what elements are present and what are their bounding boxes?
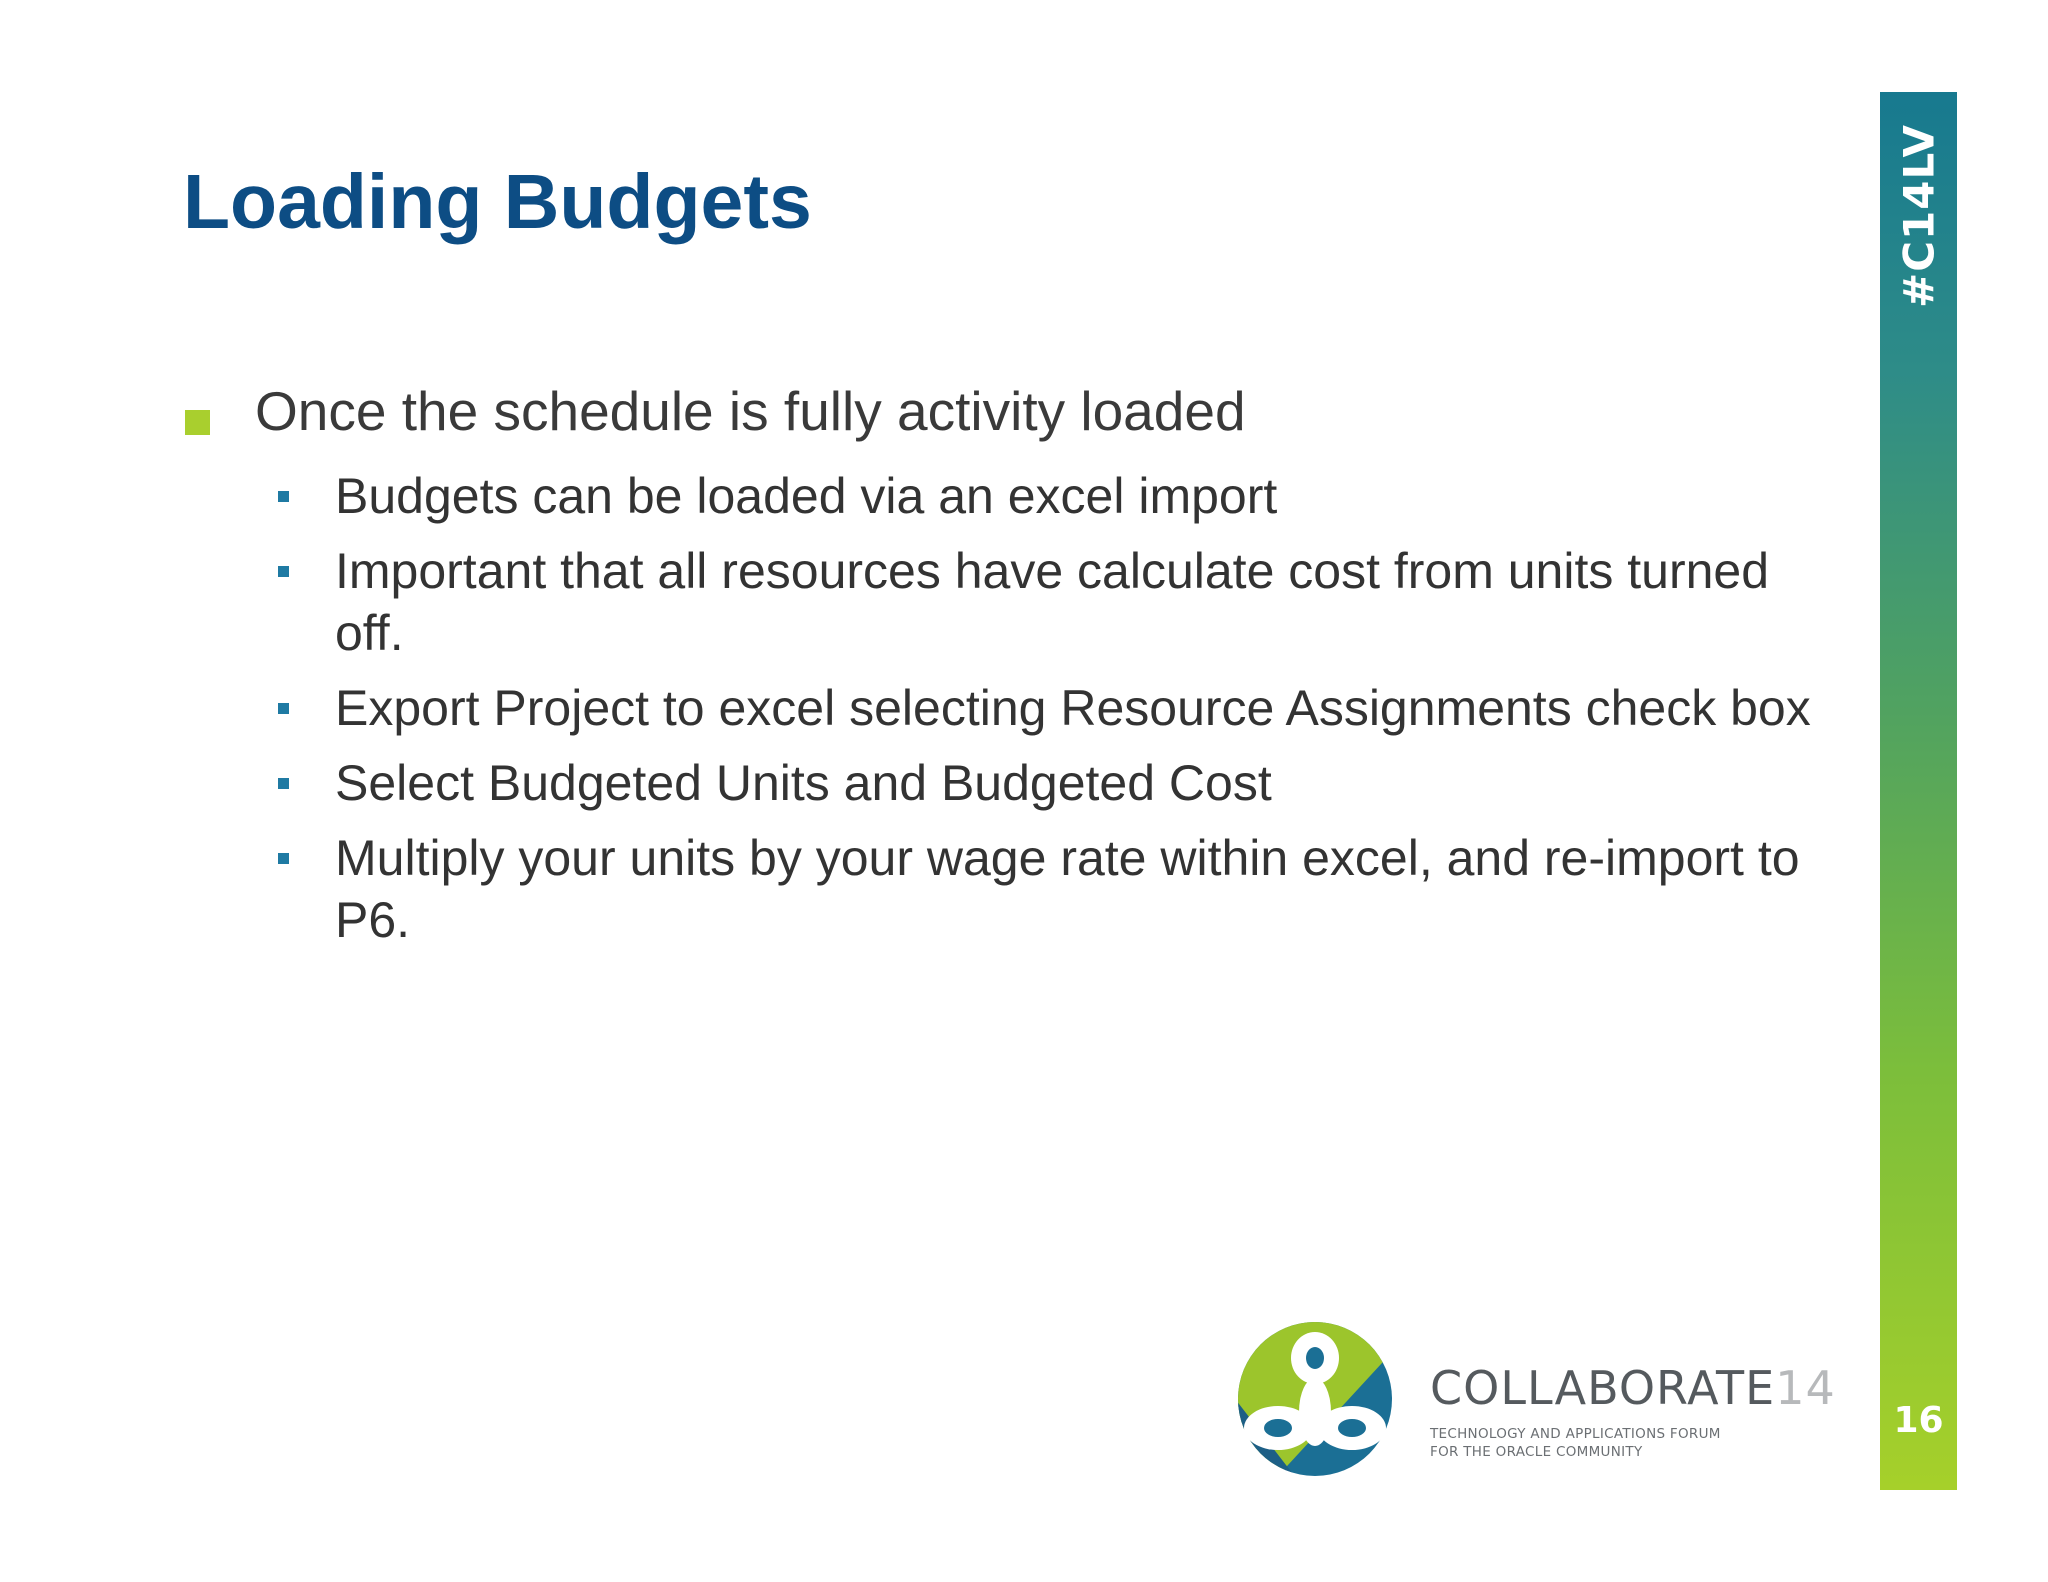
slide-title: Loading Budgets [183, 159, 812, 245]
brand-tagline-line2: FOR THE ORACLE COMMUNITY [1430, 1444, 1643, 1460]
square-bullet-icon [278, 566, 289, 577]
brand-name [1430, 1361, 1836, 1415]
sub-bullet-text: Export Project to excel selecting Resource Assignments check box [335, 680, 1811, 736]
sub-bullet-item [278, 752, 1818, 814]
brand-year: 14 [1775, 1361, 1836, 1415]
brand-tagline-line1: TECHNOLOGY AND APPLICATIONS FORUM [1430, 1426, 1721, 1442]
sub-bullet-list [278, 465, 1818, 964]
bullet-text: Once the schedule is fully activity loaded [255, 380, 1246, 442]
sub-bullet-item [278, 540, 1818, 664]
hashtag-label: #C14LV [1894, 124, 1944, 308]
collaborate-brand [1430, 1361, 1836, 1461]
page-number: 16 [1893, 1400, 1944, 1441]
sub-bullet-item [278, 827, 1818, 951]
sub-bullet-text: Budgets can be loaded via an excel import [335, 468, 1278, 524]
bullet-list [183, 380, 1833, 443]
sub-bullet-text: Important that all resources have calculate cost from units turned off. [335, 543, 1770, 661]
brand-tagline [1430, 1425, 1836, 1461]
square-bullet-icon [278, 703, 289, 714]
square-bullet-icon [278, 853, 289, 864]
bullet-item [183, 380, 1833, 443]
collaborate-logo-icon [1236, 1320, 1394, 1478]
sub-bullet-item [278, 465, 1818, 527]
square-bullet-icon [278, 491, 289, 502]
brand-name-text: COLLABORATE [1430, 1361, 1776, 1415]
square-bullet-icon [278, 778, 289, 789]
square-bullet-icon [185, 410, 210, 435]
sub-bullet-text: Select Budgeted Units and Budgeted Cost [335, 755, 1272, 811]
sub-bullet-text: Multiply your units by your wage rate within excel, and re-import to P6. [335, 830, 1800, 948]
sub-bullet-item [278, 677, 1818, 739]
